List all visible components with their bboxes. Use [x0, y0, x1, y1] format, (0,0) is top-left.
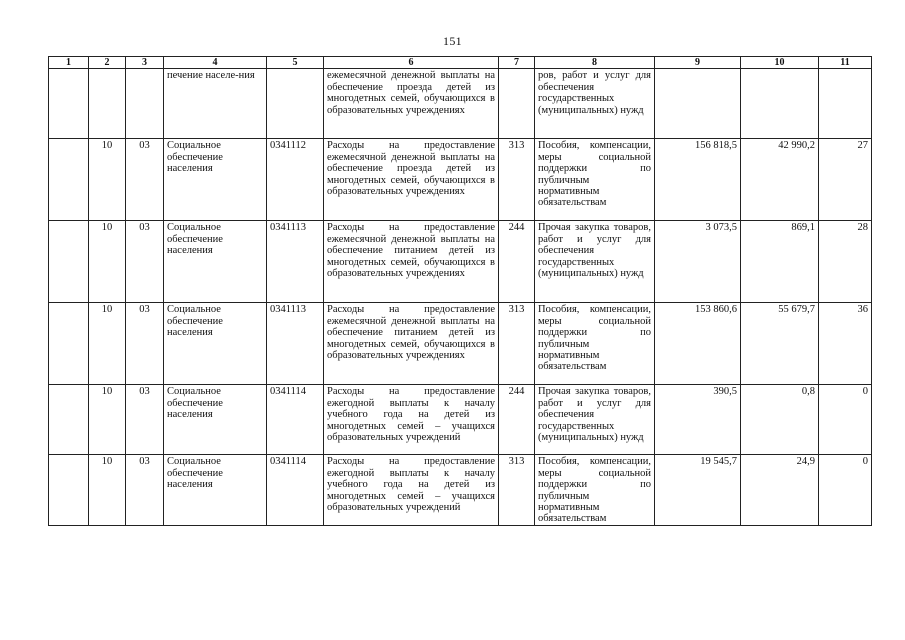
- cell-col1: [49, 455, 89, 525]
- cell-col10: 24,9: [741, 455, 819, 525]
- table-row: [49, 221, 872, 303]
- table-row: [49, 455, 872, 525]
- column-header: 1: [49, 57, 89, 69]
- cell-subsection-name: Социальное обеспечение населения: [164, 221, 267, 303]
- column-header: 6: [324, 57, 499, 69]
- cell-col9: [655, 69, 741, 139]
- cell-subsection: 03: [126, 139, 164, 221]
- cell-expense-type-name: Пособия, компенсации, меры социальной поддержки по публичным нормативным обязательствам: [535, 139, 655, 221]
- cell-subsection-name: печение населе-ния: [164, 69, 267, 139]
- cell-col1: [49, 139, 89, 221]
- cell-target-name: Расходы на предоставление ежемесячной денежной выплаты на обеспечение питанием детей из многодетных семей, обучающихся в образовательных учреждениях: [324, 221, 499, 303]
- cell-col10: 869,1: [741, 221, 819, 303]
- cell-col11: 0: [819, 385, 872, 455]
- cell-col10: 0,8: [741, 385, 819, 455]
- cell-col10: 42 990,2: [741, 139, 819, 221]
- cell-col11: 27: [819, 139, 872, 221]
- table-row: [49, 69, 872, 139]
- cell-expense-type-name: Прочая закупка товаров, работ и услуг для обеспечения государственных (муниципальных) нужд: [535, 221, 655, 303]
- cell-subsection: 03: [126, 303, 164, 385]
- cell-subsection-name: Социальное обеспечение населения: [164, 455, 267, 525]
- table-row: [49, 303, 872, 385]
- cell-col9: 153 860,6: [655, 303, 741, 385]
- page-number: 151: [443, 34, 462, 48]
- cell-expense-type: 244: [499, 221, 535, 303]
- cell-section: 10: [89, 385, 126, 455]
- cell-col11: 28: [819, 221, 872, 303]
- cell-target-code: 0341114: [267, 455, 324, 525]
- cell-col10: 55 679,7: [741, 303, 819, 385]
- cell-subsection: 03: [126, 455, 164, 525]
- cell-expense-type-name: Пособия, компенсации, меры социальной поддержки по публичным нормативным обязательствам: [535, 303, 655, 385]
- cell-col11: [819, 69, 872, 139]
- cell-target-name: Расходы на предоставление ежегодной выплаты к началу учебного года на детей из многодетных семей – учащихся образовательных учреждений: [324, 385, 499, 455]
- cell-target-code: 0341113: [267, 221, 324, 303]
- cell-subsection: 03: [126, 385, 164, 455]
- cell-subsection: 03: [126, 221, 164, 303]
- column-header: 9: [655, 57, 741, 69]
- cell-target-name: Расходы на предоставление ежегодной выплаты к началу учебного года на детей из многодетных семей – учащихся образовательных учреждений: [324, 455, 499, 525]
- cell-expense-type-name: ров, работ и услуг для обеспечения государственных (муниципальных) нужд: [535, 69, 655, 139]
- cell-target-name: ежемесячной денежной выплаты на обеспечение проезда детей из многодетных семей, обучающихся в образовательных учреждениях: [324, 69, 499, 139]
- cell-target-code: 0341114: [267, 385, 324, 455]
- column-header: 11: [819, 57, 872, 69]
- cell-section: 10: [89, 139, 126, 221]
- cell-section: 10: [89, 221, 126, 303]
- cell-col9: 3 073,5: [655, 221, 741, 303]
- cell-section: 10: [89, 303, 126, 385]
- cell-expense-type: [499, 69, 535, 139]
- cell-target-code: 0341113: [267, 303, 324, 385]
- table-row: [49, 139, 872, 221]
- cell-section: 10: [89, 455, 126, 525]
- cell-expense-type: 313: [499, 139, 535, 221]
- cell-subsection-name: Социальное обеспечение населения: [164, 139, 267, 221]
- column-header: 8: [535, 57, 655, 69]
- cell-expense-type: 313: [499, 455, 535, 525]
- cell-expense-type-name: Пособия, компенсации, меры социальной поддержки по публичным нормативным обязательствам: [535, 455, 655, 525]
- cell-col10: [741, 69, 819, 139]
- cell-expense-type: 244: [499, 385, 535, 455]
- cell-col11: 0: [819, 455, 872, 525]
- cell-col1: [49, 303, 89, 385]
- cell-subsection-name: Социальное обеспечение населения: [164, 303, 267, 385]
- cell-col1: [49, 221, 89, 303]
- cell-expense-type-name: Прочая закупка товаров, работ и услуг для обеспечения государственных (муниципальных) нужд: [535, 385, 655, 455]
- column-header: 5: [267, 57, 324, 69]
- cell-target-code: 0341112: [267, 139, 324, 221]
- cell-target-code: [267, 69, 324, 139]
- column-header: 3: [126, 57, 164, 69]
- table-row: [49, 385, 872, 455]
- cell-section: [89, 69, 126, 139]
- budget-table: [48, 56, 872, 526]
- cell-col9: 19 545,7: [655, 455, 741, 525]
- column-header: 4: [164, 57, 267, 69]
- cell-col1: [49, 385, 89, 455]
- cell-subsection: [126, 69, 164, 139]
- column-header: 10: [741, 57, 819, 69]
- column-number-row: [49, 57, 872, 69]
- cell-col9: 390,5: [655, 385, 741, 455]
- column-header: 7: [499, 57, 535, 69]
- cell-col11: 36: [819, 303, 872, 385]
- cell-expense-type: 313: [499, 303, 535, 385]
- cell-target-name: Расходы на предоставление ежемесячной денежной выплаты на обеспечение проезда детей из многодетных семей, обучающихся в образовательных учреждениях: [324, 139, 499, 221]
- column-header: 2: [89, 57, 126, 69]
- cell-col1: [49, 69, 89, 139]
- cell-target-name: Расходы на предоставление ежемесячной денежной выплаты на обеспечение питанием детей из многодетных семей, обучающихся в образовательных учреждениях: [324, 303, 499, 385]
- cell-col9: 156 818,5: [655, 139, 741, 221]
- cell-subsection-name: Социальное обеспечение населения: [164, 385, 267, 455]
